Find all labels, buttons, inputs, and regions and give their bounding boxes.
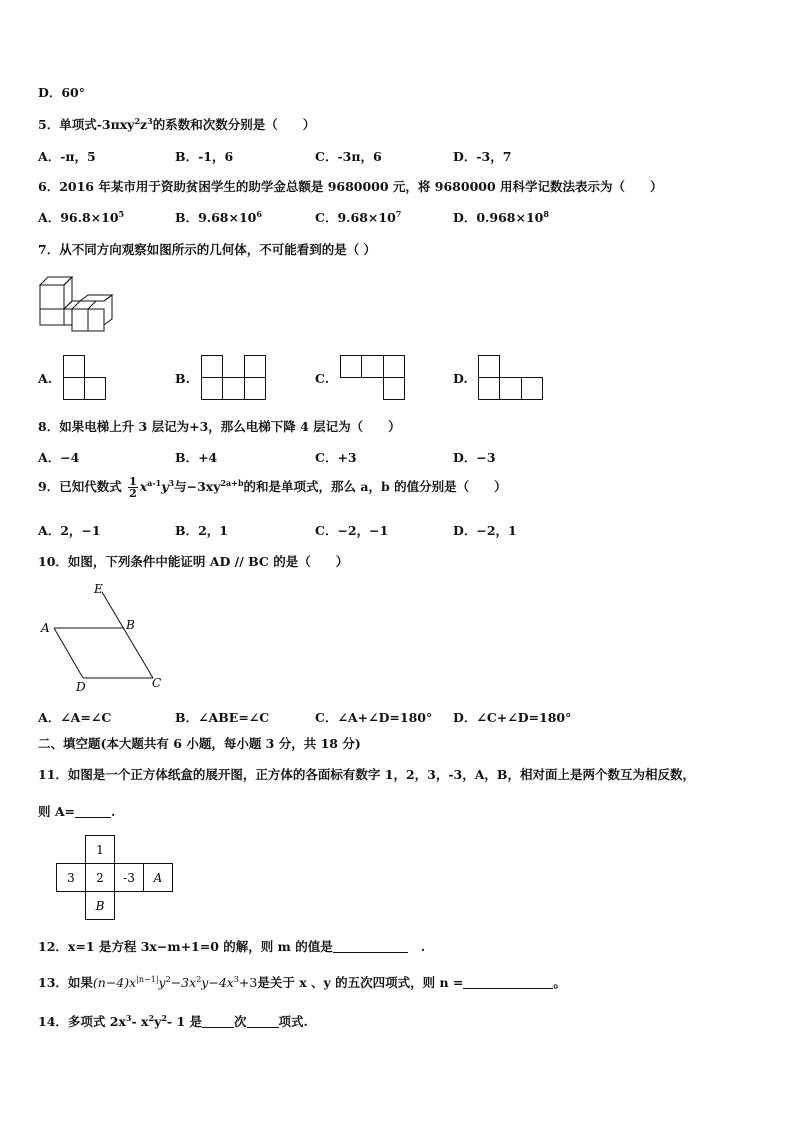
q10-label-e: E [94, 582, 103, 596]
q11-cube-net [56, 835, 174, 920]
q10-option-a: A．∠A=∠C [38, 710, 112, 725]
q11-stem: 11．如图是一个正方体纸盒的展开图，正方体的各面标有数字 1，2，3，-3，A，B，相对面上是两个数互为相反数， [38, 767, 695, 782]
q5-stem-c: 的系数和次数分别是（ ） [152, 117, 316, 132]
q12-end: . [420, 939, 426, 954]
q14-end: 项式. [278, 1014, 308, 1029]
q14-stem-c: y [154, 1014, 162, 1029]
q6-c-base: C．9.68×10 [315, 210, 396, 225]
q7-stem: 7．从不同方向观察如图所示的几何体，不可能看到的是（ ） [38, 242, 377, 257]
q7-option-c-figure [340, 355, 406, 401]
q7-option-c-label: C. [315, 371, 330, 386]
q10-label-c: C [152, 676, 162, 690]
section-2-heading: 二、填空题(本大题共有 6 小题，每小题 3 分，共 18 分) [38, 736, 361, 751]
q10-label-b: B [126, 618, 135, 632]
q5-exp2: 3 [147, 116, 153, 126]
q10-option-b: B．∠ABE=∠C [175, 710, 270, 725]
q6-stem: 6．2016 年某市用于资助贫困学生的助学金总额是 9680000 元，将 9680000 用科学记数法表示为（ ） [38, 179, 663, 194]
q11-cell-bottom: B [95, 899, 105, 913]
q14-mid: 次 [234, 1014, 247, 1029]
q11-stem-line2 [38, 802, 115, 820]
q11-cell-top: 1 [96, 843, 104, 857]
q11-stem2: 则 A= [38, 804, 76, 819]
q6-option-c [315, 208, 401, 226]
q10-option-c: C．∠A+∠D=180° [315, 710, 433, 725]
q9-fraction [128, 476, 138, 499]
q9-option-d: D．−2，1 [453, 523, 517, 538]
q6-a-base: A．96.8×10 [38, 210, 119, 225]
q13-x1-exp: |n−1| [136, 975, 159, 984]
q7-option-a-figure [63, 355, 107, 401]
q6-b-exp: 6 [256, 209, 262, 219]
q6-d-base: D．0.968×10 [453, 210, 544, 225]
q6-d-exp: 8 [543, 209, 549, 219]
q9-term-y-exp: 3 [168, 478, 175, 488]
q9-term3-exp: 2a+b [220, 478, 244, 488]
q14-stem [38, 1012, 308, 1030]
q7-option-b-label: B. [175, 371, 190, 386]
q14-e2: 2 [148, 1013, 155, 1023]
q14-stem-a: 14．多项式 2x [38, 1014, 126, 1029]
q7-option-d-figure [478, 355, 544, 401]
q11-cell-left: 3 [67, 871, 75, 885]
q13-expr2: −3x [170, 975, 197, 990]
q11-answer-blank[interactable] [75, 805, 111, 818]
q14-stem-b: - x [131, 1014, 149, 1029]
q12-stem [38, 937, 425, 955]
q9-mid: 与−3xy [174, 479, 221, 494]
q13-x3-exp: 3 [233, 975, 239, 984]
q9-suffix: 的和是单项式，那么 a，b 的值分别是（ ） [243, 479, 507, 494]
q9-option-c: C．−2，−1 [315, 523, 389, 538]
q5-stem-a: 5．单项式-3πxy [38, 117, 135, 132]
q5-option-c: C．-3π，6 [315, 149, 382, 164]
q8-option-d: D．−3 [453, 450, 496, 465]
q6-c-exp: 7 [395, 209, 402, 219]
q10-parallelogram-figure [38, 580, 178, 695]
q11-cell-center: 2 [96, 871, 104, 885]
q13-prefix: 13．如果 [38, 975, 93, 990]
q6-option-a [38, 208, 124, 226]
q5-option-a: A．-π，5 [38, 149, 96, 164]
q7-solid-figure [38, 271, 128, 333]
q10-stem: 10．如图，下列条件中能证明 AD // BC 的是（ ） [38, 554, 349, 569]
q4-option-d: D．60° [38, 85, 85, 100]
q13-answer-blank[interactable] [463, 976, 553, 989]
q13-y1: y [158, 975, 166, 990]
q9-term-x-exp: a-1 [147, 478, 162, 488]
q10-label-d: D [76, 680, 86, 694]
q9-frac-den: 2 [129, 487, 137, 500]
q13-y1-exp: 2 [165, 975, 171, 984]
q5-exp1: 2 [134, 116, 141, 126]
q8-stem: 8．如果电梯上升 3 层记为+3，那么电梯下降 4 层记为（ ） [38, 419, 401, 434]
q6-option-b [175, 208, 262, 226]
q5-stem-b: z [140, 117, 148, 132]
q5-option-b: B．-1，6 [175, 149, 234, 164]
q13-end: 。 [553, 975, 566, 990]
q6-b-base: B．9.68×10 [175, 210, 257, 225]
q14-e1: 3 [125, 1013, 132, 1023]
q10-label-a: A [41, 621, 50, 635]
q7-option-b-figure [201, 355, 267, 401]
q8-option-c: C．+3 [315, 450, 357, 465]
q9-prefix: 9．已知代数式 [38, 479, 122, 494]
q11-cell-right2: A [153, 871, 163, 885]
q5-option-d: D．-3，7 [453, 149, 512, 164]
q13-expr1: (n−4) [92, 975, 130, 990]
q12-answer-blank[interactable] [333, 940, 408, 953]
q12-text: 12．x=1 是方程 3x−m+1=0 的解，则 m 的值是 [38, 939, 333, 954]
q11-cell-right1: -3 [123, 871, 135, 885]
q9-term-y: y [161, 479, 169, 494]
q7-option-a-label: A. [38, 371, 53, 386]
q9-term-x: x [139, 479, 148, 494]
q9-frac-num: 1 [129, 475, 137, 488]
q13-suffix: 是关于 x 、y 的五次四项式，则 n = [257, 975, 464, 990]
q9-stem [38, 476, 507, 499]
q8-option-a: A．−4 [38, 450, 80, 465]
q6-a-exp: 5 [118, 209, 125, 219]
q14-e3: 2 [161, 1013, 167, 1023]
q5-stem [38, 115, 315, 133]
q9-option-b: B．2，1 [175, 523, 228, 538]
q7-option-d-label: D. [453, 371, 468, 386]
q6-option-d [453, 208, 549, 226]
q13-stem [38, 973, 566, 991]
q13-expr4: +3 [238, 975, 258, 990]
q13-x2-exp: 2 [196, 975, 202, 984]
q13-x1: x [129, 975, 137, 990]
q13-expr3: y−4x [201, 975, 234, 990]
q9-option-a: A．2，−1 [38, 523, 101, 538]
q14-blank-1[interactable] [202, 1015, 234, 1028]
q8-option-b: B．+4 [175, 450, 218, 465]
q14-blank-2[interactable] [247, 1015, 279, 1028]
q10-option-d: D．∠C+∠D=180° [453, 710, 572, 725]
q14-stem-d: - 1 是 [166, 1014, 202, 1029]
q11-stem2-end: . [111, 804, 116, 819]
